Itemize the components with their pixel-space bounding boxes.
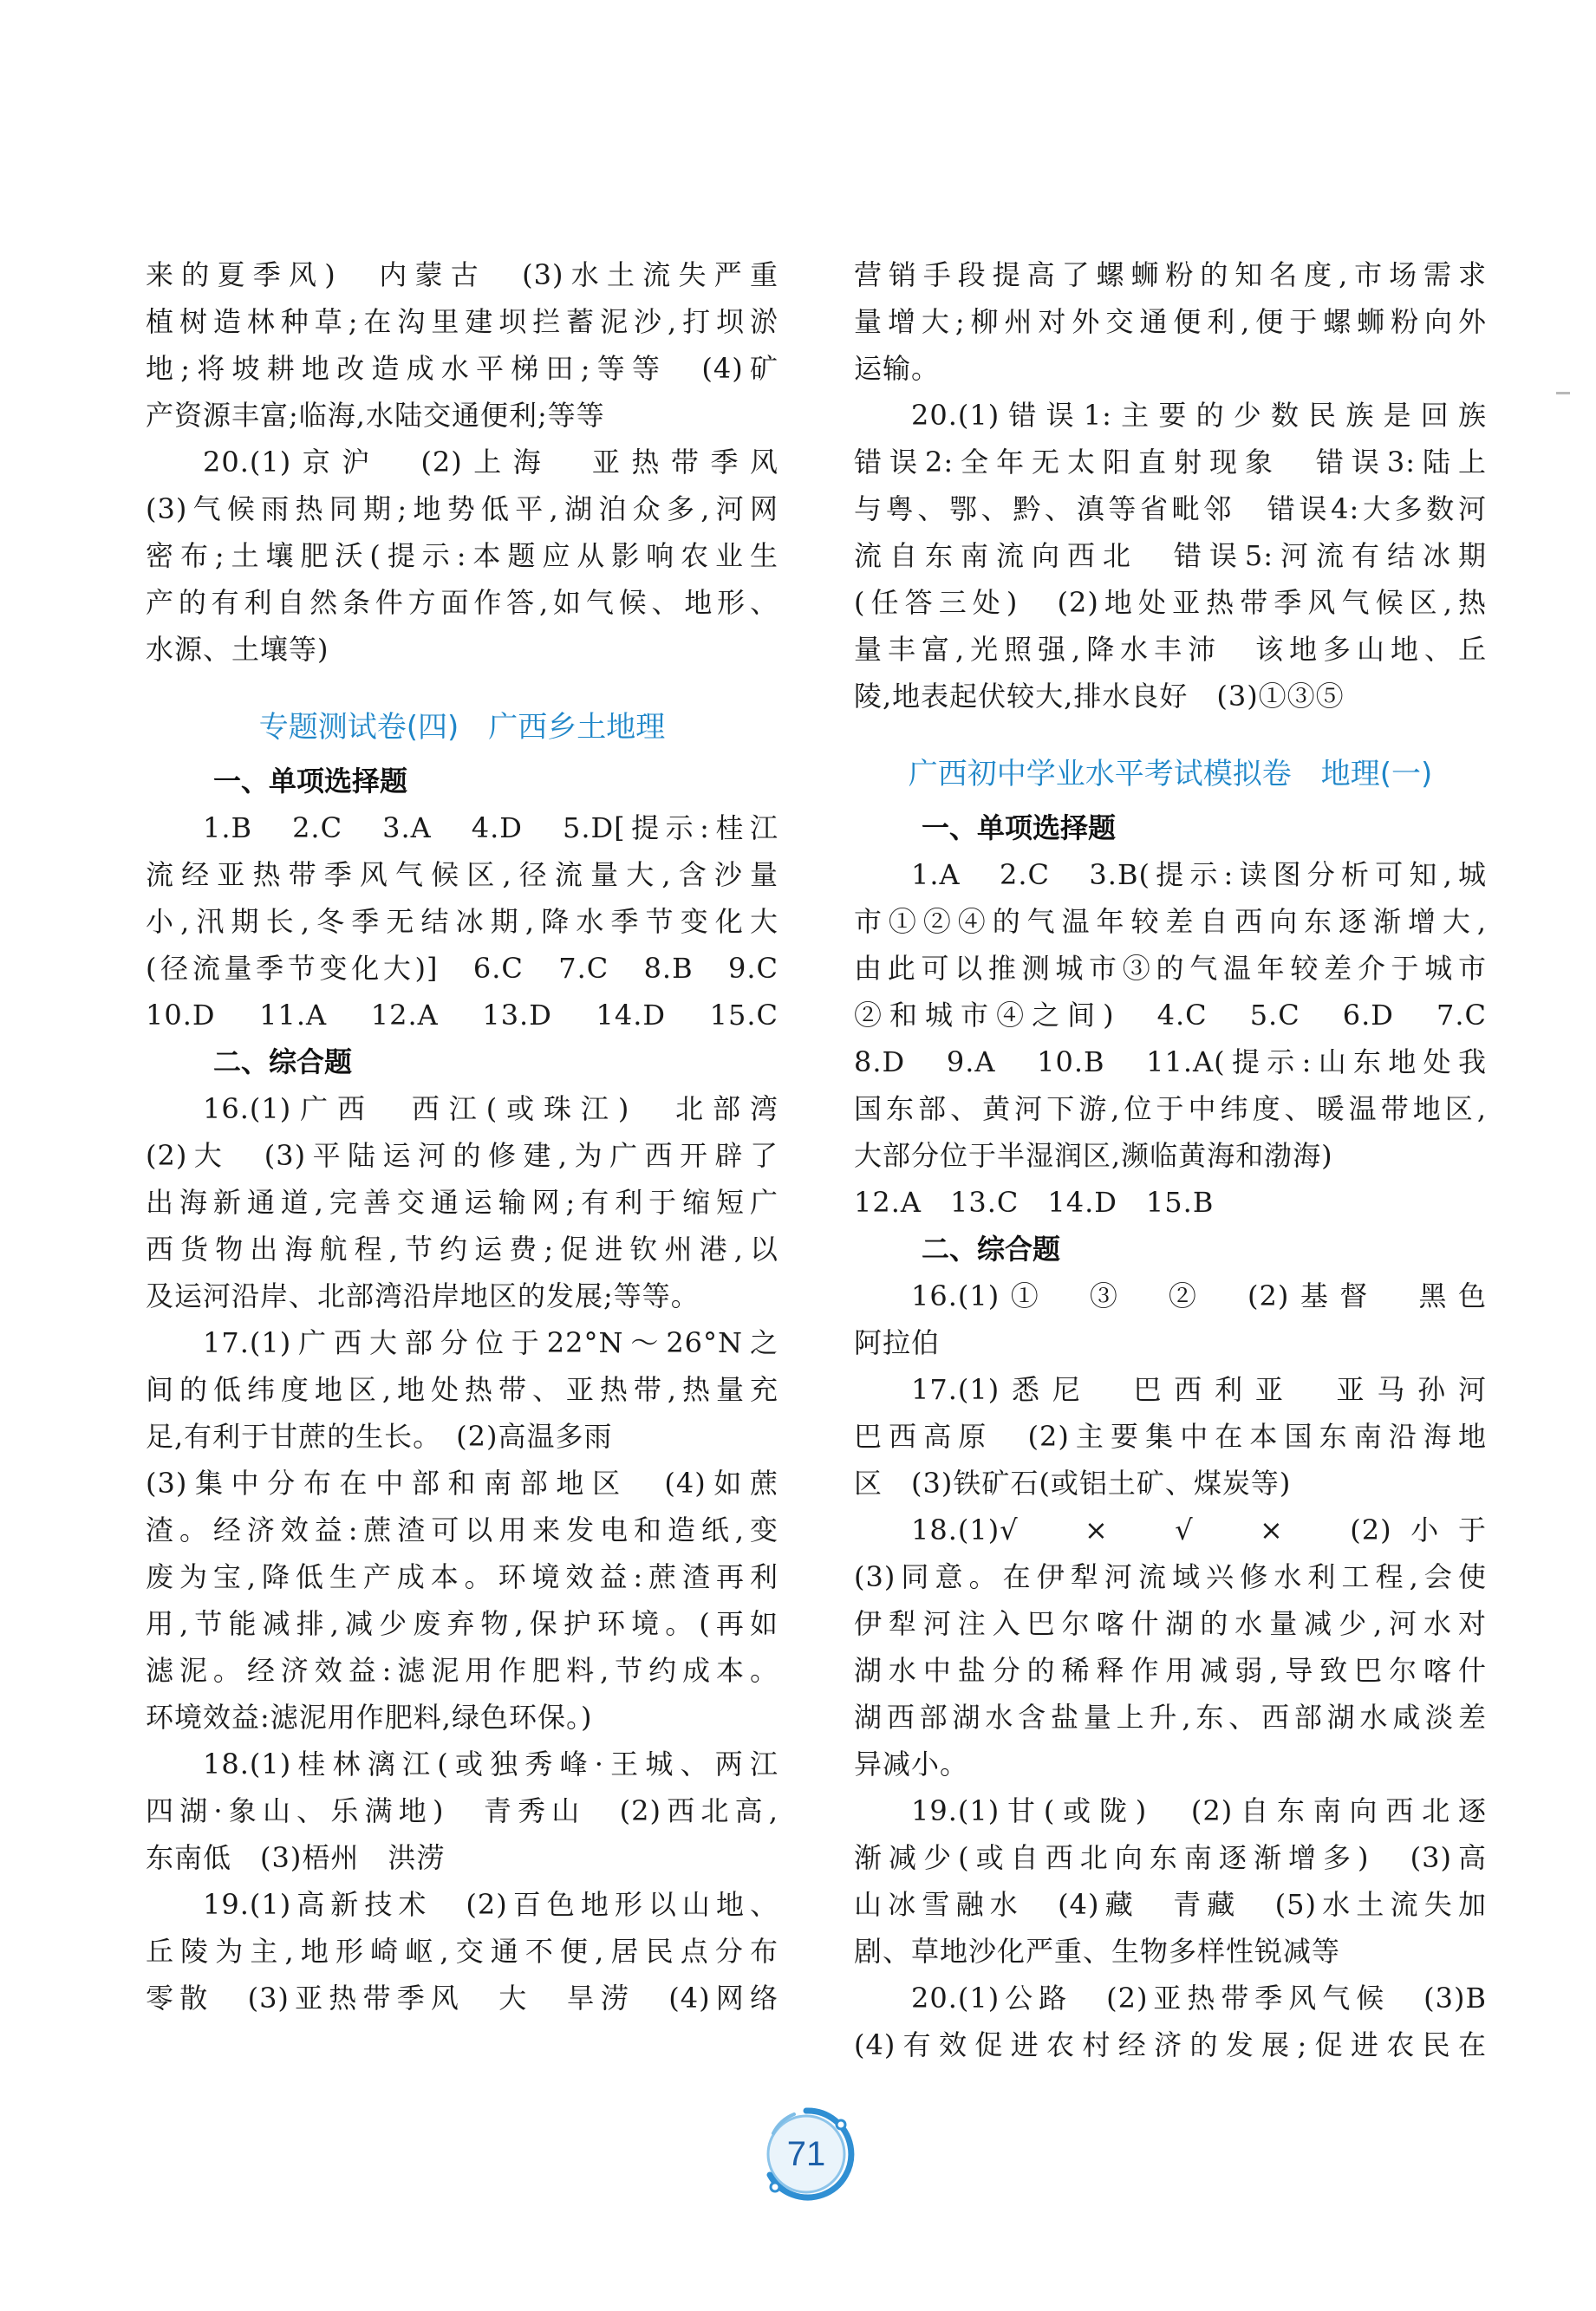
edge-mark: [1556, 392, 1570, 394]
answer-line: 错误2:全年无太阳直射现象 错误3:陆上: [854, 446, 1487, 478]
answer-line: 19.(1)甘(或陇) (2)自东南向西北逐: [911, 1794, 1487, 1827]
answer-line: 渣。经济效益:蔗渣可以用来发电和造纸,变: [146, 1514, 778, 1546]
answer-line: 剧、草地沙化严重、生物多样性锐减等: [854, 1935, 1341, 1968]
answer-line: 区 (3)铁矿石(或铝土矿、煤炭等): [854, 1467, 1292, 1500]
answer-line: 西货物出海航程,节约运费;促进钦州港,以: [146, 1233, 778, 1266]
right-column: [854, 251, 1487, 2068]
answer-line: 丘陵为主,地形崎岖,交通不便,居民点分布: [146, 1935, 778, 1968]
section-title: 广西初中学业水平考试模拟卷 地理(一): [908, 757, 1433, 791]
answer-line: 流自东南流向西北 错误5:河流有结冰期: [854, 539, 1487, 572]
subsection-heading: 二、综合题: [922, 1233, 1061, 1266]
answer-line: 20.(1)错误1:主要的少数民族是回族: [911, 399, 1487, 432]
answer-line: 营销手段提高了螺蛳粉的知名度,市场需求: [854, 258, 1487, 291]
answer-line: 异减小。: [854, 1748, 969, 1780]
answer-line: 植树造林种草;在沟里建坝拦蓄泥沙,打坝淤: [146, 305, 778, 338]
answer-line: 四湖·象山、乐满地) 青秀山 (2)西北高,: [146, 1794, 778, 1827]
answer-line: 地;将坡耕地改造成水平梯田;等等 (4)矿: [146, 352, 778, 385]
answer-line: ②和城市④之间) 4.C 5.C 6.D 7.C: [854, 999, 1487, 1032]
answer-line: 20.(1)公路 (2)亚热带季风气候 (3)B: [911, 1982, 1487, 2015]
answer-line: 8.D 9.A 10.B 11.A(提示:山东地处我: [854, 1045, 1487, 1078]
answer-line: 环境效益:滤泥用作肥料,绿色环保。): [146, 1701, 593, 1734]
answer-line: 陵,地表起伏较大,排水良好 (3)①③⑤: [854, 680, 1345, 713]
answer-line: 16.(1)① ③ ② (2)基督 黑色: [911, 1279, 1487, 1312]
answer-line: (2)大 (3)平陆运河的修建,为广西开辟了: [146, 1139, 778, 1172]
answer-line: 及运河沿岸、北部湾沿岸地区的发展;等等。: [146, 1279, 700, 1312]
answer-line: 废为宝,降低生产成本。环境效益:蔗渣再利: [146, 1560, 778, 1593]
section-title: 专题测试卷(四) 广西乡土地理: [258, 710, 666, 745]
answer-line: 1.A 2.C 3.B(提示:读图分析可知,城: [911, 858, 1487, 891]
answer-line: 水源、土壤等): [146, 633, 329, 666]
answer-line: 量丰富,光照强,降水丰沛 该地多山地、丘: [854, 633, 1487, 666]
answer-line: 由此可以推测城市③的气温年较差介于城市: [854, 952, 1487, 985]
answer-line: 市①②④的气温年较差自西向东逐渐增大,: [854, 905, 1487, 938]
answer-line: (3)同意。在伊犁河流域兴修水利工程,会使: [854, 1560, 1487, 1593]
answer-line: 18.(1)√ × √ × (2)小于: [911, 1514, 1487, 1546]
subsection-heading: 二、综合题: [213, 1045, 353, 1078]
answer-line: 巴西高原 (2)主要集中在本国东南沿海地: [854, 1420, 1487, 1453]
answer-line: 19.(1)高新技术 (2)百色地形以山地、: [203, 1888, 778, 1921]
subsection-heading: 一、单项选择题: [922, 811, 1117, 844]
answer-line: 来的夏季风) 内蒙古 (3)水土流失严重: [146, 258, 778, 291]
answer-line: 产的有利自然条件方面作答,如气候、地形、: [146, 586, 778, 619]
answer-line: 国东部、黄河下游,位于中纬度、暖温带地区,: [854, 1092, 1487, 1125]
answer-line: 零散 (3)亚热带季风 大 旱涝 (4)网络: [146, 1982, 778, 2015]
answer-line: 大部分位于半湿润区,濒临黄海和渤海): [854, 1139, 1333, 1172]
page-number: 71: [786, 2135, 826, 2173]
answer-line: 足,有利于甘蔗的生长。 (2)高温多雨: [146, 1420, 613, 1453]
answer-line: 量增大;柳州对外交通便利,便于螺蛳粉向外: [854, 305, 1487, 338]
answer-line: (径流量季节变化大)] 6.C 7.C 8.B 9.C: [146, 952, 778, 985]
answer-line: 湖水中盐分的稀释作用减弱,导致巴尔喀什: [854, 1654, 1487, 1687]
answer-line: 12.A 13.C 14.D 15.B: [854, 1186, 1215, 1219]
answer-line: 湖西部湖水含盐量上升,东、西部湖水咸淡差: [854, 1701, 1487, 1734]
answer-line: 小,汛期长,冬季无结冰期,降水季节变化大: [146, 905, 778, 938]
answer-line: 用,节能减排,减少废弃物,保护环境。(再如: [146, 1607, 778, 1640]
answer-line: (3)集中分布在中部和南部地区 (4)如蔗: [146, 1467, 778, 1500]
answer-line: 滤泥。经济效益:滤泥用作肥料,节约成本。: [146, 1654, 778, 1687]
answer-line: (任答三处) (2)地处亚热带季风气候区,热: [854, 586, 1487, 619]
answer-line: 与粤、鄂、黔、滇等省毗邻 错误4:大多数河: [854, 492, 1487, 525]
answer-line: 出海新通道,完善交通运输网;有利于缩短广: [146, 1186, 778, 1219]
subsection-heading: 一、单项选择题: [213, 765, 408, 797]
answer-line: (4)有效促进农村经济的发展;促进农民在: [854, 2028, 1487, 2061]
answer-line: 间的低纬度地区,地处热带、亚热带,热量充: [146, 1373, 778, 1406]
answer-line: 山冰雪融水 (4)藏 青藏 (5)水土流失加: [854, 1888, 1487, 1921]
answer-line: 18.(1)桂林漓江(或独秀峰·王城、两江: [203, 1748, 778, 1780]
page-number-badge: [754, 2102, 858, 2206]
answer-line: 10.D 11.A 12.A 13.D 14.D 15.C: [146, 999, 778, 1032]
left-column: [146, 251, 778, 2021]
answer-line: 阿拉伯: [854, 1326, 941, 1359]
answer-line: 伊犁河注入巴尔喀什湖的水量减少,河水对: [854, 1607, 1487, 1640]
answer-line: 东南低 (3)梧州 洪涝: [146, 1841, 446, 1874]
answer-line: 20.(1)京沪 (2)上海 亚热带季风: [203, 446, 778, 478]
answer-line: 1.B 2.C 3.A 4.D 5.D[提示:桂江: [203, 811, 778, 844]
answer-line: 运输。: [854, 352, 941, 385]
answer-line: 密布;土壤肥沃(提示:本题应从影响农业生: [146, 539, 778, 572]
answer-line: (3)气候雨热同期;地势低平,湖泊众多,河网: [146, 492, 778, 525]
answer-line: 16.(1)广西 西江(或珠江) 北部湾: [203, 1092, 778, 1125]
answer-line: 17.(1)悉尼 巴西利亚 亚马孙河: [911, 1373, 1487, 1406]
answer-line: 渐减少(或自西北向东南逐渐增多) (3)高: [854, 1841, 1487, 1874]
answer-line: 产资源丰富;临海,水陆交通便利;等等: [146, 399, 605, 432]
answer-line: 流经亚热带季风气候区,径流量大,含沙量: [146, 858, 778, 891]
answer-line: 17.(1)广西大部分位于22°N～26°N之: [203, 1326, 778, 1359]
